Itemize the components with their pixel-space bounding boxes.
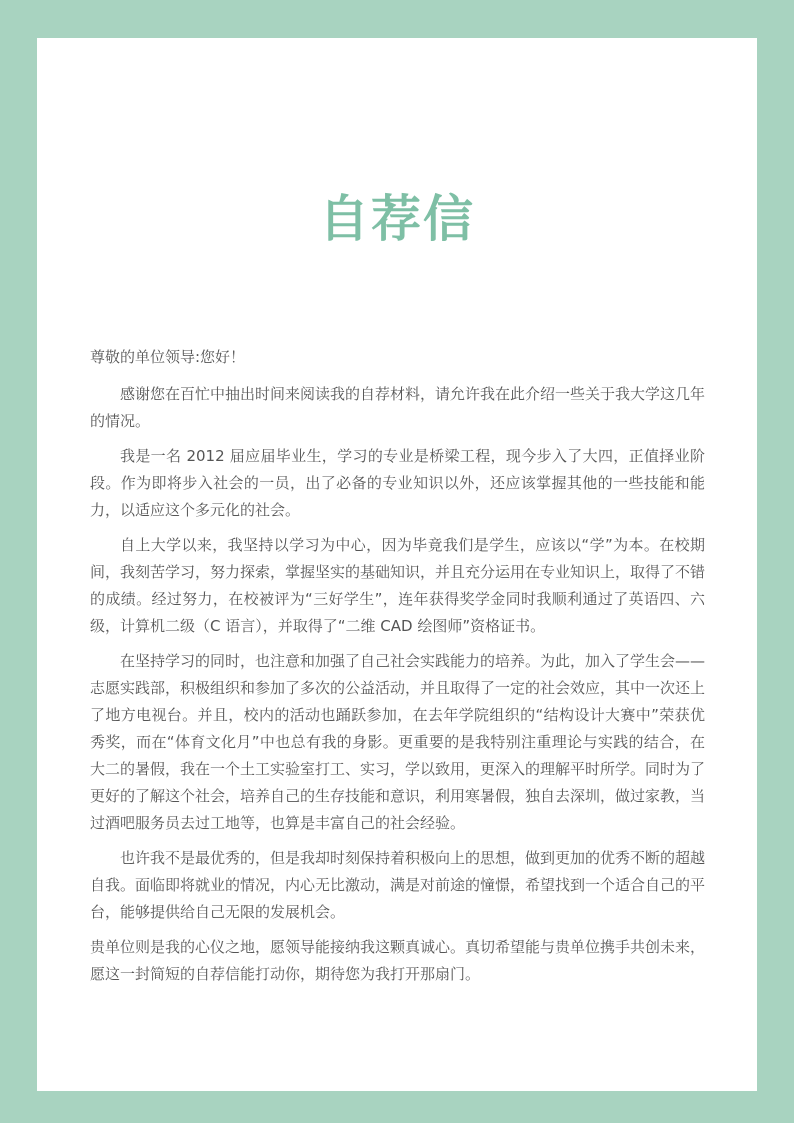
letter-body <box>90 344 705 996</box>
letter-paragraph-study: 自上大学以来，我坚持以学习为中心，因为毕竟我们是学生，应该以“学”为本。在校期间，我刻苦学习，努力探索，掌握坚实的基础知识，并且充分运用在专业知识上，取得了不错的成绩。经过努力，在校被评为“三好学生”，连年获得奖学金同时我顺利通过了英语四、六级，计算机二级（C 语言），并取得了“二维 CAD 绘图师”资格证书。 <box>90 536 706 635</box>
letter-greeting: 尊敬的单位领导:您好！ <box>90 348 246 366</box>
page-title: 自荐信 <box>319 190 475 248</box>
letter-page <box>37 38 757 1091</box>
letter-closing: 贵单位则是我的心仪之地，愿领导能接纳我这颗真诚心。真切希望能与贵单位携手共创未来，愿这一封简短的自荐信能打动你，期待您为我打开那扇门。 <box>90 938 706 983</box>
letter-paragraph-intro: 感谢您在百忙中抽出时间来阅读我的自荐材料，请允许我在此介绍一些关于我大学这几年的情况。 <box>90 385 706 430</box>
letter-paragraph-aspiration: 也许我不是最优秀的，但是我却时刻保持着积极向上的思想，做到更加的优秀不断的超越自我。面临即将就业的情况，内心无比激动，满是对前途的憧憬，希望找到一个适合自己的平台，能够提供给自己无限的发展机会。 <box>90 849 706 921</box>
letter-paragraph-background: 我是一名 2012 届应届毕业生，学习的专业是桥梁工程，现今步入了大四，正值择业阶段。作为即将步入社会的一员，出了必备的专业知识以外，还应该掌握其他的一些技能和能力，以适应这个多元化的社会。 <box>90 447 705 519</box>
letter-paragraph-practice: 在坚持学习的同时，也注意和加强了自己社会实践能力的培养。为此，加入了学生会——志愿实践部，积极组织和参加了多次的公益活动，并且取得了一定的社会效应，其中一次还上了地方电视台。并且，校内的活动也踊跃参加，在去年学院组织的“结构设计大赛中”荣获优秀奖，而在“体育文化月”中也总有我的身影。更重要的是我特别注重理论与实践的结合，在大二的暑假，我在一个土工实验室打工、实习，学以致用，更深入的理解平时所学。同时为了更好的了解这个社会，培养自己的生存技能和意识，利用寒暑假，独自去深圳，做过家教，当过酒吧服务员去过工地等，也算是丰富自己的社会经验。 <box>90 652 706 832</box>
